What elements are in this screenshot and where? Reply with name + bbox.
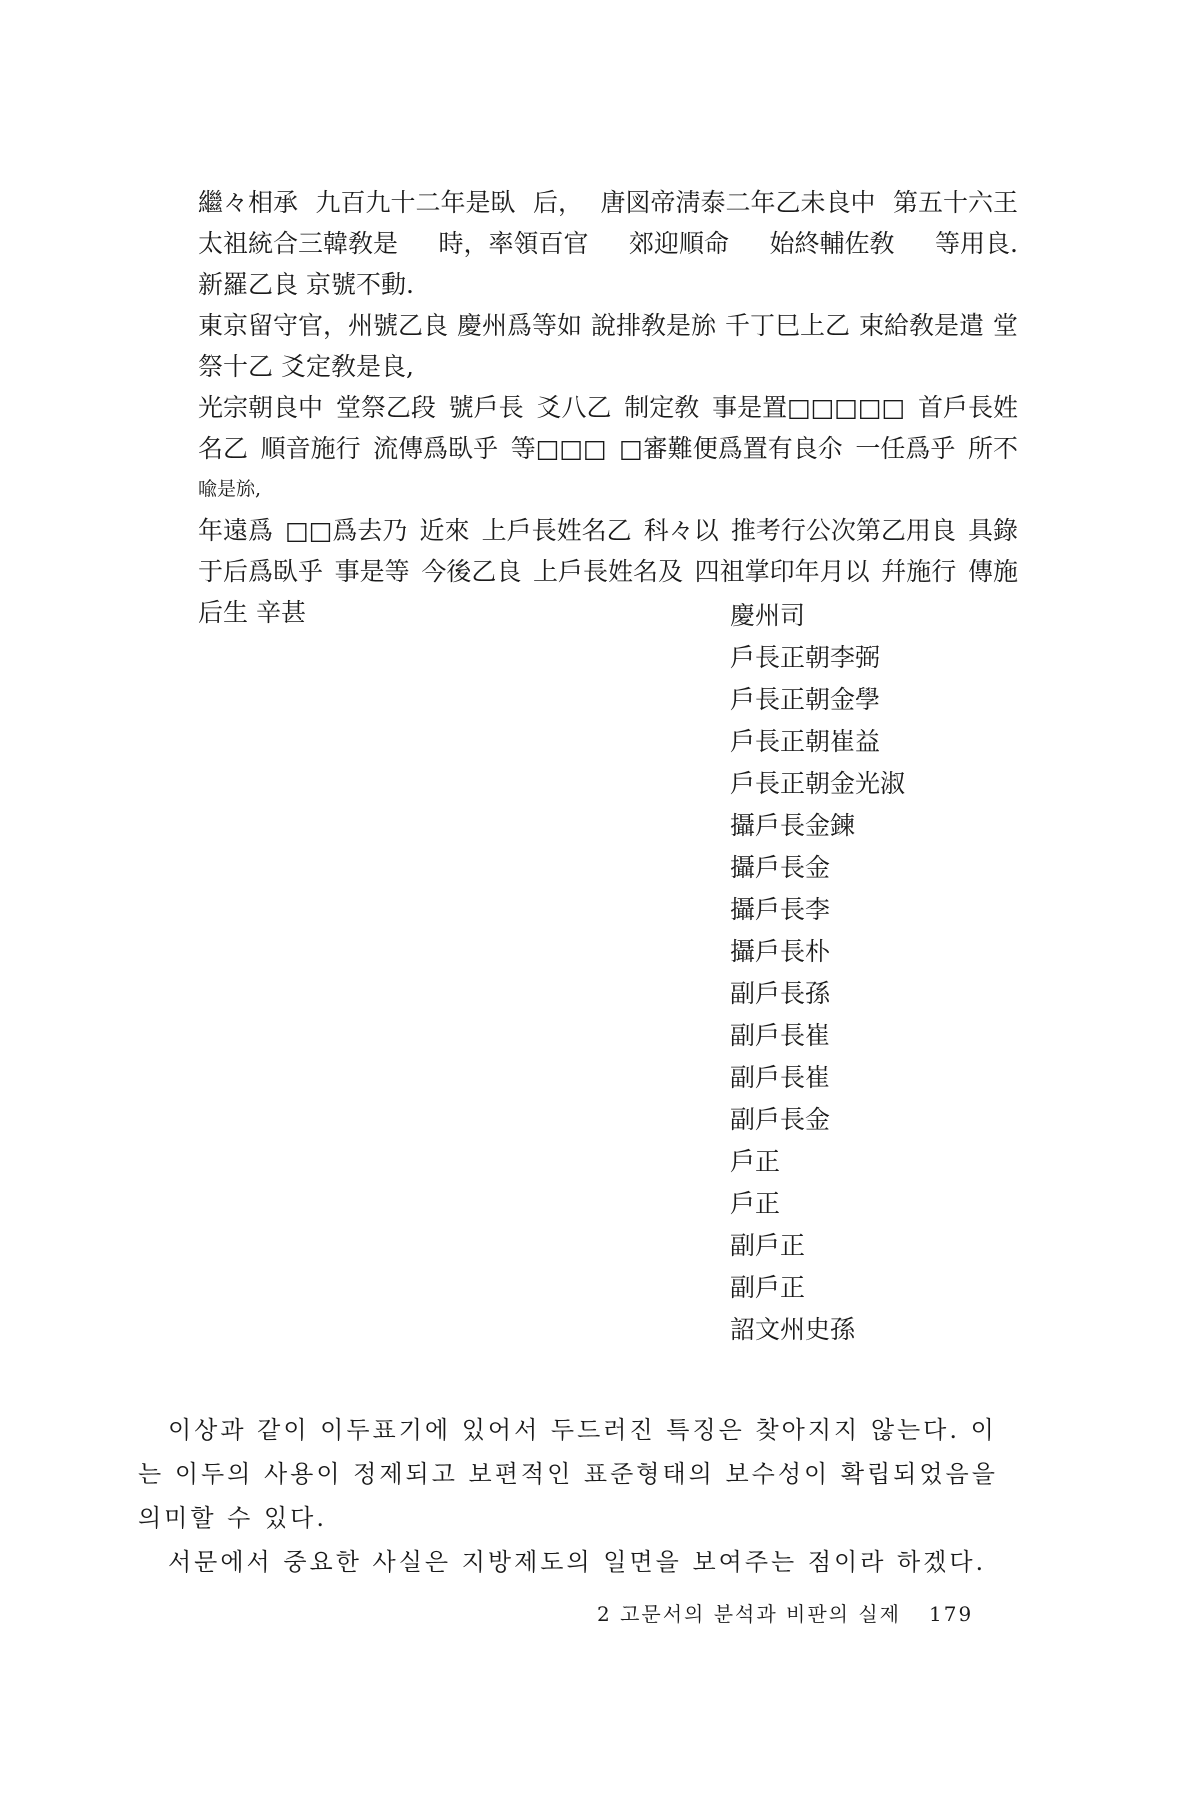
signatory-name: 副戶正 bbox=[730, 1273, 806, 1302]
text-segment: 等□□□ bbox=[510, 434, 607, 463]
text-segment: 千丁巳上乙 bbox=[724, 311, 850, 340]
text-segment: 上戶長姓名及 bbox=[532, 557, 683, 586]
text-segment: 具錄 bbox=[967, 516, 1018, 545]
classical-line bbox=[198, 387, 1018, 428]
text-segment: 名乙 bbox=[198, 434, 249, 463]
classical-line bbox=[198, 223, 1018, 264]
signatory-office: 慶州司 bbox=[730, 601, 806, 630]
text-segment: 東京留守官，州號乙良 bbox=[198, 311, 449, 340]
text-segment: □審難便爲置有良尒 bbox=[619, 434, 843, 463]
classical-text-block bbox=[198, 182, 1018, 633]
classical-line: 后生 辛甚 bbox=[198, 598, 306, 627]
text-segment: 說排敎是旀 bbox=[590, 311, 716, 340]
signatory-list bbox=[730, 595, 905, 1351]
signatory-name: 攝戶長金鍊 bbox=[730, 811, 856, 840]
classical-line bbox=[198, 182, 1018, 223]
text-segment: 九百九十二年是臥 bbox=[315, 188, 516, 217]
signatory-name: 攝戶長李 bbox=[730, 895, 831, 924]
signatory-name: 副戶長崔 bbox=[730, 1063, 831, 1092]
text-segment: 等用良. bbox=[935, 229, 1018, 258]
text-segment: □□爲去乃 bbox=[285, 516, 408, 545]
text-segment: 繼々相承 bbox=[198, 188, 299, 217]
signatory-name: 戶長正朝崔益 bbox=[730, 727, 881, 756]
text-segment: 順音施行 bbox=[260, 434, 361, 463]
text-segment: 太祖統合三韓敎是 bbox=[198, 229, 399, 258]
text-segment: 事是置□□□□□ bbox=[712, 393, 906, 422]
signatory-name: 戶正 bbox=[730, 1147, 781, 1176]
signatory-name: 攝戶長金 bbox=[730, 853, 831, 882]
classical-line: 祭十乙 爻定敎是良, bbox=[198, 352, 414, 381]
text-segment: 始終輔佐敎 bbox=[769, 229, 895, 258]
page-number: 179 bbox=[929, 1602, 974, 1626]
commentary-text bbox=[138, 1408, 1018, 1584]
text-segment: 制定敎 bbox=[624, 393, 700, 422]
text-segment: 時，率領百官 bbox=[438, 229, 589, 258]
text-segment: 今後乙良 bbox=[421, 557, 522, 586]
classical-line bbox=[198, 510, 1018, 551]
page-footer bbox=[597, 1598, 997, 1627]
text-segment: 唐図帝淸泰二年乙未良中 bbox=[600, 188, 876, 217]
text-segment: 堂 bbox=[992, 311, 1018, 340]
signatory-name: 戶長正朝李弼 bbox=[730, 643, 881, 672]
signatory-name: 副戶長金 bbox=[730, 1105, 831, 1134]
running-footer-chapter: 2 고문서의 분석과 비판의 실제 bbox=[597, 1602, 901, 1626]
paragraph: 이상과 같이 이두표기에 있어서 두드러진 특징은 찾아지지 않는다. 이는 이두의 사용이 정제되고 보편적인 표준형태의 보수성이 확립되었음을 의미할 수 있다. bbox=[138, 1416, 998, 1532]
text-segment: 科々以 bbox=[643, 516, 719, 545]
text-segment: 推考行公次第乙用良 bbox=[730, 516, 956, 545]
text-segment: 號戶長 bbox=[448, 393, 524, 422]
text-segment: 束給敎是遣 bbox=[858, 311, 984, 340]
classical-line bbox=[198, 551, 1018, 592]
text-segment: 于后爲臥乎 bbox=[198, 557, 324, 586]
text-segment: 爻八乙 bbox=[536, 393, 612, 422]
text-segment: 流傳爲臥乎 bbox=[373, 434, 499, 463]
text-segment: 第五十六王 bbox=[892, 188, 1018, 217]
signatory-name: 戶正 bbox=[730, 1189, 781, 1218]
text-segment: 慶州爲等如 bbox=[456, 311, 582, 340]
text-segment: 首戶長姓 bbox=[917, 393, 1018, 422]
paragraph: 서문에서 중요한 사실은 지방제도의 일면을 보여주는 점이라 하겠다. bbox=[168, 1548, 987, 1576]
signatory-name: 戶長正朝金學 bbox=[730, 685, 881, 714]
classical-line bbox=[198, 305, 1018, 346]
signatory-name: 副戶正 bbox=[730, 1231, 806, 1260]
text-segment: 傳施 bbox=[967, 557, 1018, 586]
text-segment: 幷施行 bbox=[881, 557, 957, 586]
text-segment: 一任爲乎 bbox=[855, 434, 956, 463]
text-segment: 后， bbox=[532, 188, 583, 217]
text-segment: 郊迎順命 bbox=[629, 229, 730, 258]
text-segment: 年遠爲 bbox=[198, 516, 274, 545]
signatory-name: 攝戶長朴 bbox=[730, 937, 831, 966]
signatory-name: 副戶長孫 bbox=[730, 979, 831, 1008]
text-segment: 光宗朝良中 bbox=[198, 393, 324, 422]
text-segment: 事是等 bbox=[334, 557, 410, 586]
text-segment: 近來 bbox=[419, 516, 470, 545]
signatory-name: 戶長正朝金光淑 bbox=[730, 769, 906, 798]
text-segment: 堂祭乙段 bbox=[335, 393, 436, 422]
text-segment: 所不 bbox=[967, 434, 1018, 463]
text-segment: 上戶長姓名乙 bbox=[481, 516, 632, 545]
text-segment: 四祖掌印年月以 bbox=[694, 557, 870, 586]
signatory-name: 副戶長崔 bbox=[730, 1021, 831, 1050]
signatory-name: 詔文州史孫 bbox=[730, 1315, 856, 1344]
classical-line: 新羅乙良 京號不動. bbox=[198, 270, 414, 299]
classical-line bbox=[198, 428, 1018, 469]
classical-line: 喩是旀, bbox=[198, 478, 262, 500]
